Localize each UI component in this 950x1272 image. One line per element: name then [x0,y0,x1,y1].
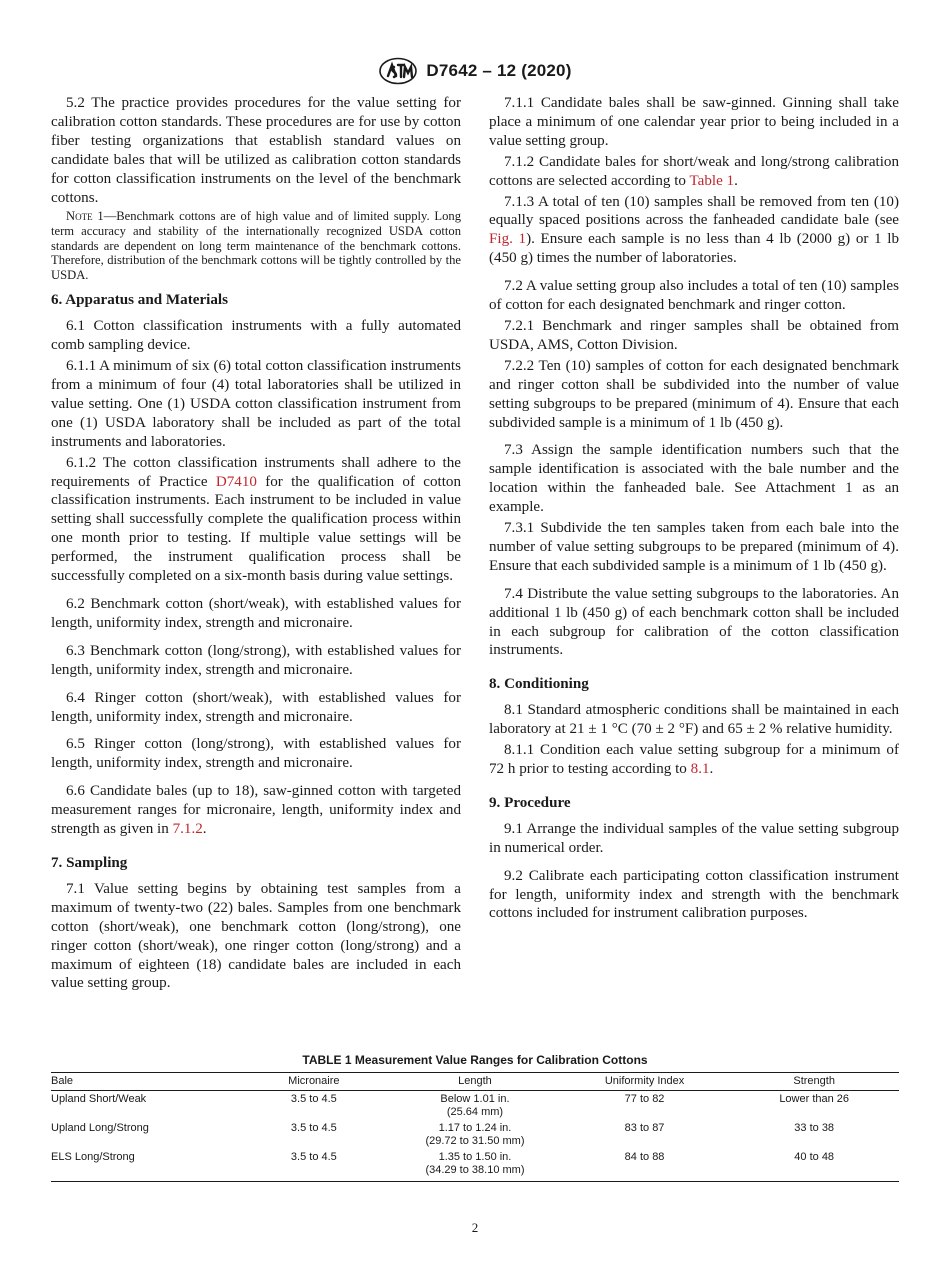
heading-section-6: 6. Apparatus and Materials [51,292,228,309]
column-header-uniformity: Uniformity Index [560,1073,730,1091]
column-header-micronaire: Micronaire [238,1073,391,1091]
fig-1-link[interactable]: Fig. 1 [489,231,527,248]
cell-length [390,1149,560,1182]
cell-strength: Lower than 26 [779,1093,850,1105]
section-7-1-2-link[interactable]: 7.1.2 [172,821,203,838]
heading-section-8: 8. Conditioning [489,676,589,693]
section-6-6-text: 6.6 Candidate bales (up to 18), saw-ginned cotton with targeted measurement ranges for micronaire, length, uniformity index and strength as given in [51,783,461,838]
section-7-3-1: 7.3.1 Subdivide the ten samples taken from each bale into the number of value setting subgroups to be prepared (minimum of 4). Ensure that each subdivided sample is a minimum of 1 lb (450 g). [489,520,899,574]
section-6-5: 6.5 Ringer cotton (long/strong), with established values for length, uniformity index, strength and micronaire. [51,736,461,772]
column-header-length: Length [390,1073,560,1091]
page-number: 2 [471,1220,479,1235]
cell-uniformity: 83 to 87 [624,1122,665,1134]
column-header-strength: Strength [729,1073,899,1091]
document-id: D7642 – 12 (2020) [426,61,572,80]
section-7-1-1: 7.1.1 Candidate bales shall be saw-ginned. Ginning shall take place a minimum of one calendar year prior to being included in a value setting group. [489,95,899,149]
cell-length-mm: (34.29 to 38.10 mm) [425,1164,525,1176]
table-1-link[interactable]: Table 1 [689,172,735,189]
section-7-1: 7.1 Value setting begins by obtaining test samples from a maximum of twenty-two (22) bales. Samples from one benchmark cotton (short/weak), one benchmark cotton (long/strong), one ringer cotton (short/weak), one ringer cotton (long/strong) and a maximum of eighteen (18) candidate bales are included in each value setting group. [51,880,461,992]
section-6-4: 6.4 Ringer cotton (short/weak), with established values for length, uniformity index, strength and micronaire. [51,689,461,725]
table-1 [51,1053,899,1182]
section-7-1-3-text-end: ). Ensure each sample is no less than 4 lb (2000 g) or 1 lb (450 g) times the number of laboratories. [489,231,899,267]
cell-micronaire: 3.5 to 4.5 [238,1149,391,1182]
section-6-1-1: 6.1.1 A minimum of six (6) total cotton classification instruments from a minimum of four (4) total laboratories shall be utilized in value setting. One (1) USDA cotton classification instrument from one (1) USDA laboratory shall be included as part of the total instruments and laboratories. [51,358,461,450]
cell-bale: Upland Short/Weak [51,1093,147,1105]
cell-micronaire: 3.5 to 4.5 [290,1093,337,1105]
section-6-3: 6.3 Benchmark cotton (long/strong), with established values for length, uniformity index, strength and micronaire. [51,642,461,678]
cell-length-in: 1.17 to 1.24 in. [438,1122,512,1134]
astm-logo-icon [378,57,418,85]
cell-length-mm: (29.72 to 31.50 mm) [425,1135,525,1147]
section-6-1-2-text-end: for the qualification of cotton classification instruments. Each instrument to be included in value setting shall successfully complete the qualification process within one month prior to testing. If multiple value settings will be performed, the instrument qualification process shall be successfully completed on a six-month basis during value settings. [51,473,461,585]
section-8-1-link[interactable]: 8.1 [690,761,710,777]
section-7-2-1: 7.2.1 Benchmark and ringer samples shall be obtained from USDA, AMS, Cotton Division. [489,317,899,353]
table-row [51,1149,899,1182]
note-text: —Benchmark cottons are of high value and of limited supply. Long term accuracy and stability of the internationally recognized USDA cotton standards are dependent on long term maintenance of the benchmark cottons. Therefore, distribution of the benchmark cottons will be tightly controlled by the USDA. [51,209,461,282]
cell-uniformity: 84 to 88 [560,1149,730,1182]
cell-strength: 33 to 38 [794,1122,835,1134]
section-7-1-2 [489,153,899,191]
right-column [489,94,899,932]
cell-uniformity: 77 to 82 [624,1093,665,1105]
cell-length-in: 1.35 to 1.50 in. [438,1151,512,1163]
cell-length-in: Below 1.01 in. [440,1093,510,1105]
cell-micronaire: 3.5 to 4.5 [290,1122,337,1134]
column-header-bale: Bale [51,1073,238,1091]
cell-length [390,1120,560,1149]
page-header [0,57,950,85]
section-7-2: 7.2 A value setting group also includes a total of ten (10) samples of cotton for each designated benchmark and ringer cotton. [489,278,899,314]
note-label: Note 1 [66,209,104,224]
section-8-1-1-text: 8.1.1 Condition each value setting subgroup for a minimum of 72 h prior to testing according to [489,742,899,777]
section-9-2: 9.2 Calibrate each participating cotton classification instrument for length, uniformity index and strength with the benchmark cottons included for instrument calibration purposes. [489,867,899,922]
section-6-1-2 [51,454,461,586]
section-8-1-1-text-end: . [709,761,714,777]
section-7-1-2-text: 7.1.2 Candidate bales for short/weak and long/strong calibration cottons are selected according to [489,153,899,189]
table-header-row [51,1073,899,1091]
d7410-link[interactable]: D7410 [215,473,257,490]
note-1 [51,209,461,282]
cell-bale: Upland Long/Strong [51,1122,149,1134]
section-6-1: 6.1 Cotton classification instruments with a fully automated comb sampling device. [51,318,461,354]
section-5-2: 5.2 The practice provides procedures for the value setting for calibration cotton standards. These procedures are for use by cotton fiber testing organizations that establish standard values on candidate bales that will be utilized as calibration cotton standards for cotton classification instruments on the level of the benchmark cottons. [51,95,461,206]
table-row [51,1091,899,1121]
cell-bale: ELS Long/Strong [51,1149,238,1182]
section-6-6-text-end: . [202,821,207,838]
section-8-1-1 [489,741,899,779]
section-6-1-2-text: 6.1.2 The cotton classification instruments shall adhere to the requirements of Practice [51,454,461,490]
cell-length-mm: (25.64 mm) [446,1106,504,1118]
section-8-1: 8.1 Standard atmospheric conditions shall be maintained in each laboratory at 21 ± 1 °C (70 ± 2 °F) and 65 ± 2 % relative humidity. [489,702,899,738]
section-6-2: 6.2 Benchmark cotton (short/weak), with established values for length, uniformity index, strength and micronaire. [51,596,461,631]
table-title: TABLE 1 Measurement Value Ranges for Calibration Cottons [302,1053,648,1067]
section-7-1-3-text: 7.1.3 A total of ten (10) samples shall be removed from ten (10) equally spaced positions across the fanheaded candidate bale (see [489,193,899,229]
left-column [51,94,461,1002]
cell-strength: 40 to 48 [729,1149,899,1182]
section-7-4: 7.4 Distribute the value setting subgroups to the laboratories. An additional 1 lb (450 g) of each benchmark cotton shall be included in each subgroup for calibration of the cotton classification instruments. [489,585,899,659]
section-6-6 [51,782,461,839]
section-7-3: 7.3 Assign the sample identification numbers such that the sample identification is associated with the bale number and the location within the fanheaded bale. See Attachment 1 as an example. [489,442,899,516]
table-row [51,1120,899,1149]
section-9-1: 9.1 Arrange the individual samples of the value setting subgroup in numerical order. [489,820,899,856]
section-7-1-3 [489,193,899,269]
section-7-2-2: 7.2.2 Ten (10) samples of cotton for each designated benchmark and ringer cotton shall be subdivided into the number of value setting subgroups to be prepared (minimum of 4). Ensure that each subdivided sample is a minimum of 1 lb (450 g). [489,357,899,431]
heading-section-7: 7. Sampling [51,854,128,871]
measurement-ranges-table [51,1072,899,1182]
heading-section-9: 9. Procedure [489,794,571,811]
cell-length [390,1091,560,1121]
section-7-1-2-text-end: . [734,172,738,189]
